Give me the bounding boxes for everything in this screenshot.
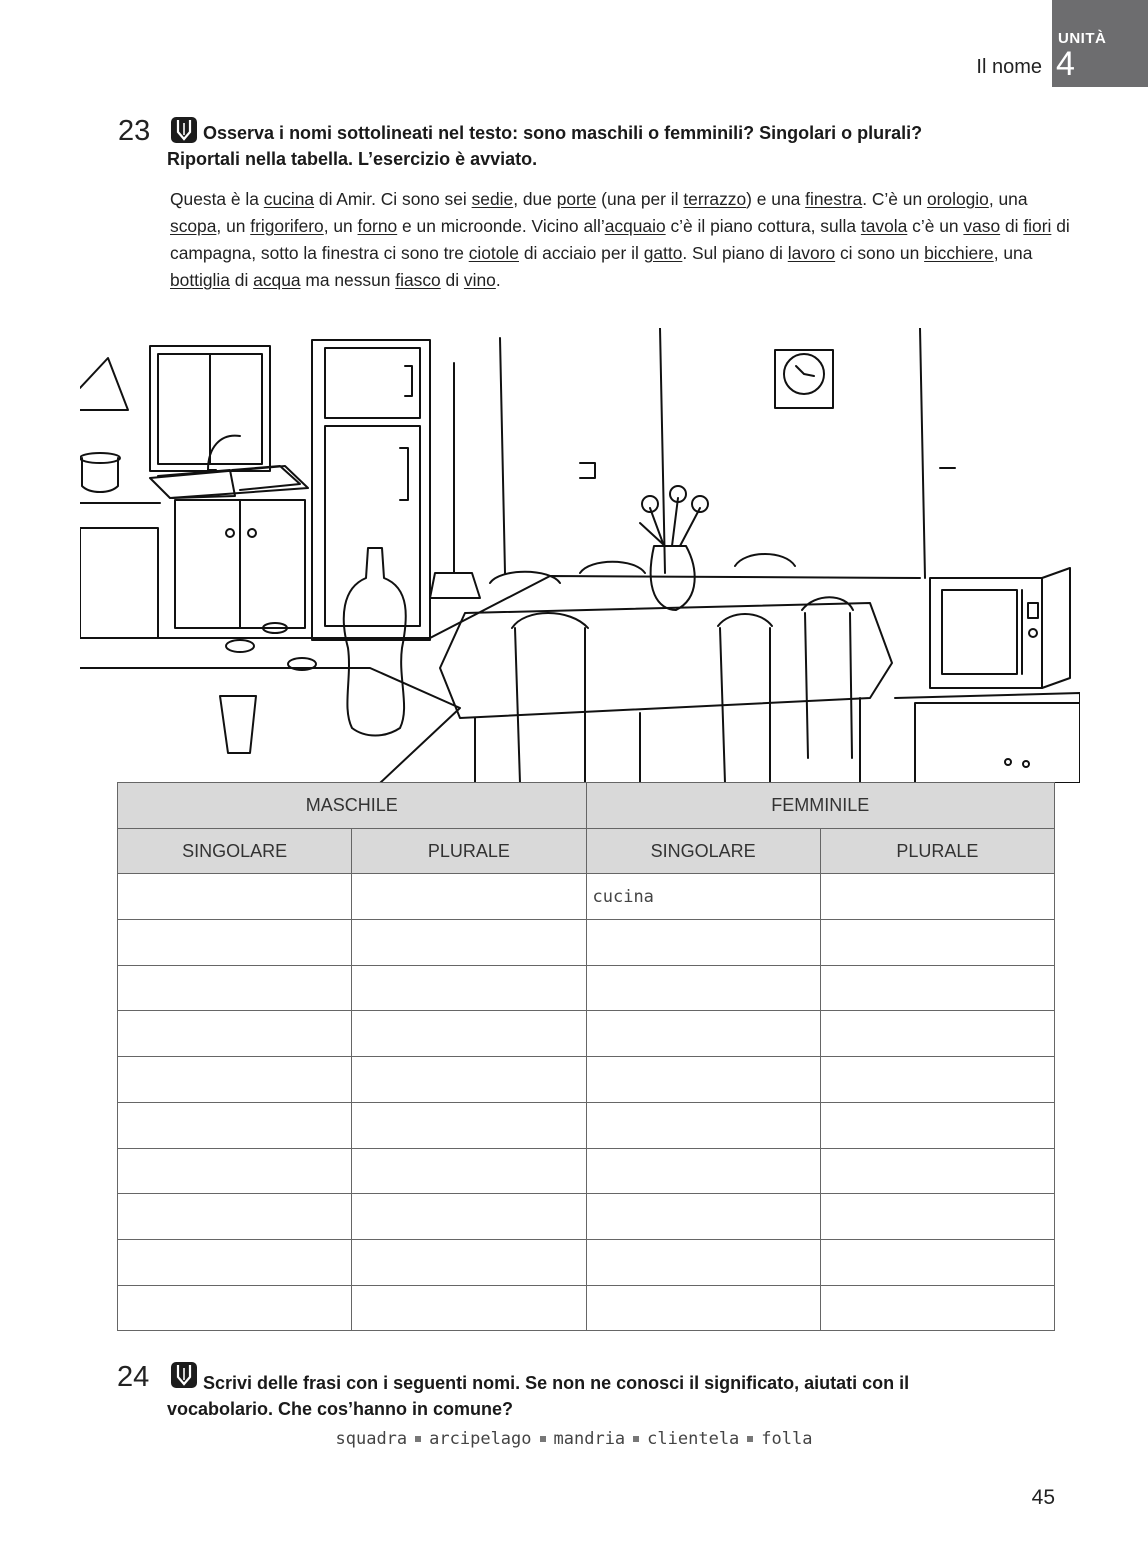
text-segment: , una bbox=[988, 189, 1028, 209]
word-list bbox=[0, 1429, 1148, 1449]
table-cell[interactable] bbox=[820, 1057, 1054, 1103]
table-cell[interactable] bbox=[118, 1194, 352, 1240]
text-segment: c’è un bbox=[907, 216, 964, 236]
text-segment: di Amir. Ci sono sei bbox=[314, 189, 472, 209]
table-cell[interactable] bbox=[352, 1194, 586, 1240]
table-cell[interactable] bbox=[586, 965, 820, 1011]
table-cell[interactable] bbox=[820, 1148, 1054, 1194]
table-row bbox=[118, 874, 1055, 920]
text-segment: ma nessun bbox=[300, 270, 396, 290]
table-cell[interactable] bbox=[352, 1285, 586, 1331]
table-cell[interactable] bbox=[586, 1194, 820, 1240]
table-cell[interactable] bbox=[118, 1285, 352, 1331]
table-cell[interactable] bbox=[820, 1102, 1054, 1148]
table-cell[interactable] bbox=[352, 1057, 586, 1103]
table-row bbox=[118, 1102, 1055, 1148]
pen-icon bbox=[171, 1362, 197, 1388]
page-number: 45 bbox=[1031, 1486, 1055, 1509]
underlined-noun: ciotole bbox=[468, 243, 519, 263]
underlined-noun: scopa bbox=[170, 216, 217, 236]
table-cell[interactable] bbox=[586, 1102, 820, 1148]
table-cell[interactable] bbox=[352, 874, 586, 920]
header-femminile-plurale: PLURALE bbox=[820, 828, 1054, 874]
bullet-separator bbox=[540, 1436, 546, 1442]
unit-label: UNITÀ bbox=[1058, 30, 1107, 47]
table-cell[interactable] bbox=[820, 1285, 1054, 1331]
text-segment: . C’è un bbox=[862, 189, 927, 209]
word-item: clientela bbox=[647, 1429, 740, 1449]
underlined-noun: finestra bbox=[805, 189, 863, 209]
table-cell[interactable] bbox=[118, 1148, 352, 1194]
table-row bbox=[118, 1011, 1055, 1057]
header-maschile-singolare: SINGOLARE bbox=[118, 828, 352, 874]
underlined-noun: vaso bbox=[963, 216, 1001, 236]
chapter-title: Il nome bbox=[976, 56, 1042, 78]
underlined-noun: vino bbox=[463, 270, 496, 290]
table-row bbox=[118, 920, 1055, 966]
table-group-header-row bbox=[118, 783, 1055, 829]
word-item: mandria bbox=[553, 1429, 626, 1449]
text-segment: Questa è la bbox=[170, 189, 264, 209]
table-cell[interactable] bbox=[352, 1011, 586, 1057]
underlined-noun: frigorifero bbox=[250, 216, 324, 236]
underlined-noun: gatto bbox=[643, 243, 683, 263]
underlined-noun: tavola bbox=[860, 216, 908, 236]
table-cell[interactable] bbox=[820, 920, 1054, 966]
exercise-23-title-line2: Riportali nella tabella. L’esercizio è avviato. bbox=[167, 149, 538, 169]
table-cell[interactable] bbox=[352, 1239, 586, 1285]
exercise-24-number: 24 bbox=[117, 1361, 150, 1393]
table-row bbox=[118, 1285, 1055, 1331]
nouns-table bbox=[117, 782, 1055, 1331]
text-segment: c’è il piano cottura, sulla bbox=[665, 216, 861, 236]
unit-tab bbox=[1052, 0, 1148, 87]
exercise-23-number: 23 bbox=[118, 115, 151, 147]
word-item: arcipelago bbox=[429, 1429, 532, 1449]
text-segment: ) e una bbox=[746, 189, 806, 209]
underlined-noun: fiori bbox=[1023, 216, 1052, 236]
text-segment: . bbox=[495, 270, 501, 290]
table-cell[interactable] bbox=[586, 1285, 820, 1331]
table-cell[interactable] bbox=[118, 1057, 352, 1103]
table-cell[interactable] bbox=[118, 965, 352, 1011]
underlined-noun: cucina bbox=[263, 189, 315, 209]
exercise-24-title-line2: vocabolario. Che cos’hanno in comune? bbox=[167, 1399, 514, 1419]
word-item: folla bbox=[761, 1429, 813, 1449]
text-segment: . Sul piano di bbox=[682, 243, 788, 263]
bullet-separator bbox=[633, 1436, 639, 1442]
header-maschile: MASCHILE bbox=[118, 783, 587, 829]
table-cell[interactable] bbox=[820, 1011, 1054, 1057]
table-cell[interactable] bbox=[820, 874, 1054, 920]
underlined-noun: acquaio bbox=[604, 216, 666, 236]
table-cell[interactable] bbox=[118, 1239, 352, 1285]
text-segment: di bbox=[1000, 216, 1024, 236]
table-cell[interactable] bbox=[118, 920, 352, 966]
table-cell[interactable] bbox=[586, 920, 820, 966]
table-row bbox=[118, 1194, 1055, 1240]
table-cell[interactable] bbox=[118, 874, 352, 920]
table-cell[interactable] bbox=[586, 1011, 820, 1057]
header-femminile-singolare: SINGOLARE bbox=[586, 828, 820, 874]
exercise-24-title-line1: Scrivi delle frasi con i seguenti nomi. Se non ne conosci il significato, aiutati con il bbox=[203, 1373, 910, 1393]
word-item: squadra bbox=[335, 1429, 408, 1449]
table-cell[interactable] bbox=[118, 1011, 352, 1057]
header-femminile: FEMMINILE bbox=[586, 783, 1055, 829]
underlined-noun: sedie bbox=[471, 189, 514, 209]
text-segment: (una per il bbox=[596, 189, 684, 209]
text-segment: , un bbox=[216, 216, 251, 236]
table-cell[interactable] bbox=[820, 965, 1054, 1011]
exercise-23-title-line1: Osserva i nomi sottolineati nel testo: sono maschili o femminili? Singolari o plurali? bbox=[203, 123, 923, 143]
table-cell[interactable] bbox=[352, 1148, 586, 1194]
unit-number: 4 bbox=[1056, 45, 1075, 83]
table-cell[interactable] bbox=[352, 920, 586, 966]
text-segment: , una bbox=[993, 243, 1033, 263]
text-segment: ci sono un bbox=[835, 243, 925, 263]
underlined-noun: terrazzo bbox=[683, 189, 747, 209]
table-cell[interactable]: cucina bbox=[586, 874, 820, 920]
underlined-noun: lavoro bbox=[787, 243, 836, 263]
text-segment: di bbox=[229, 270, 254, 290]
text-segment: di campagna, sotto la finestra ci sono tre bbox=[170, 216, 1070, 263]
kitchen-illustration bbox=[80, 328, 1080, 783]
table-cell[interactable] bbox=[118, 1102, 352, 1148]
underlined-noun: bicchiere bbox=[924, 243, 994, 263]
pen-icon bbox=[171, 117, 197, 143]
table-row bbox=[118, 1148, 1055, 1194]
table-sub-header-row bbox=[118, 828, 1055, 874]
underlined-noun: forno bbox=[357, 216, 398, 236]
text-segment: , un bbox=[323, 216, 358, 236]
text-segment: , due bbox=[513, 189, 557, 209]
table-row bbox=[118, 1239, 1055, 1285]
underlined-noun: porte bbox=[556, 189, 597, 209]
table-cell[interactable] bbox=[586, 1148, 820, 1194]
text-segment: di acciaio per il bbox=[518, 243, 644, 263]
table-cell[interactable] bbox=[352, 965, 586, 1011]
text-segment: di bbox=[440, 270, 464, 290]
exercise-23-text bbox=[170, 186, 1070, 294]
header-maschile-plurale: PLURALE bbox=[352, 828, 586, 874]
underlined-noun: fiasco bbox=[395, 270, 441, 290]
table-row bbox=[118, 1057, 1055, 1103]
bullet-separator bbox=[415, 1436, 421, 1442]
table-cell[interactable] bbox=[820, 1239, 1054, 1285]
bullet-separator bbox=[747, 1436, 753, 1442]
underlined-noun: acqua bbox=[253, 270, 301, 290]
text-segment: e un microonde. Vicino all’ bbox=[397, 216, 605, 236]
table-cell[interactable] bbox=[820, 1194, 1054, 1240]
table-cell[interactable] bbox=[586, 1239, 820, 1285]
underlined-noun: bottiglia bbox=[170, 270, 230, 290]
underlined-noun: orologio bbox=[926, 189, 989, 209]
table-row bbox=[118, 965, 1055, 1011]
table-cell[interactable] bbox=[352, 1102, 586, 1148]
table-cell[interactable] bbox=[586, 1057, 820, 1103]
